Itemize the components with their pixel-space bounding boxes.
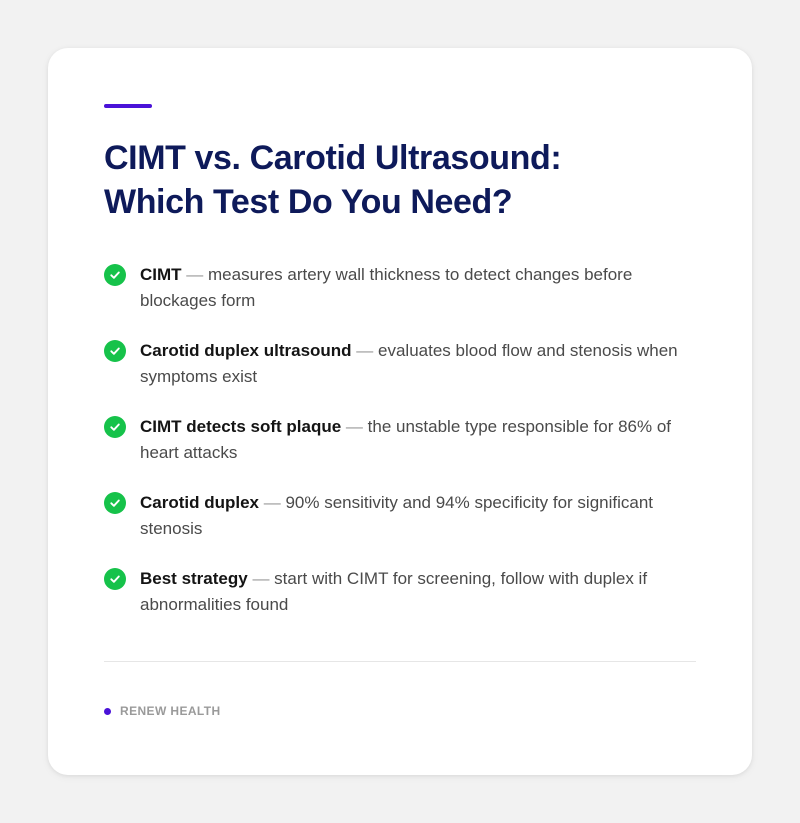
item-label: Carotid duplex ultrasound — [140, 341, 352, 360]
item-separator: — — [181, 265, 208, 284]
item-separator: — — [351, 341, 379, 360]
check-circle-icon — [104, 492, 126, 514]
list-item — [104, 414, 696, 466]
item-text: measures artery wall thickness to detect changes before blockages form — [140, 265, 633, 310]
item-text: start with CIMT for screening, follow with duplex if abnormalities found — [140, 569, 648, 614]
check-circle-icon — [104, 340, 126, 362]
info-card — [48, 48, 752, 775]
item-separator: — — [341, 417, 368, 436]
key-points-list — [104, 262, 696, 642]
item-text: 90% sensitivity and 94% specificity for significant stenosis — [140, 493, 654, 538]
check-circle-icon — [104, 568, 126, 590]
item-separator: — — [259, 493, 286, 512]
check-circle-icon — [104, 416, 126, 438]
page-title: CIMT vs. Carotid Ultrasound: Which Test Do You Need? — [104, 139, 562, 221]
list-item — [104, 338, 696, 390]
brand-label: RENEW HEALTH — [120, 704, 221, 718]
list-item — [104, 566, 696, 618]
item-text: evaluates blood flow and stenosis when symptoms exist — [140, 341, 678, 386]
item-label: CIMT detects soft plaque — [140, 417, 342, 436]
item-label: Best strategy — [140, 569, 248, 588]
accent-bar — [104, 104, 152, 108]
item-label: CIMT — [140, 265, 182, 284]
list-item — [104, 490, 696, 542]
item-label: Carotid duplex — [140, 493, 260, 512]
brand-dot-icon — [104, 708, 111, 715]
item-separator: — — [247, 569, 275, 588]
list-item — [104, 262, 696, 314]
divider — [104, 661, 696, 662]
footer-brand — [104, 704, 221, 718]
check-circle-icon — [104, 264, 126, 286]
item-text: the unstable type responsible for 86% of heart attacks — [140, 417, 672, 462]
